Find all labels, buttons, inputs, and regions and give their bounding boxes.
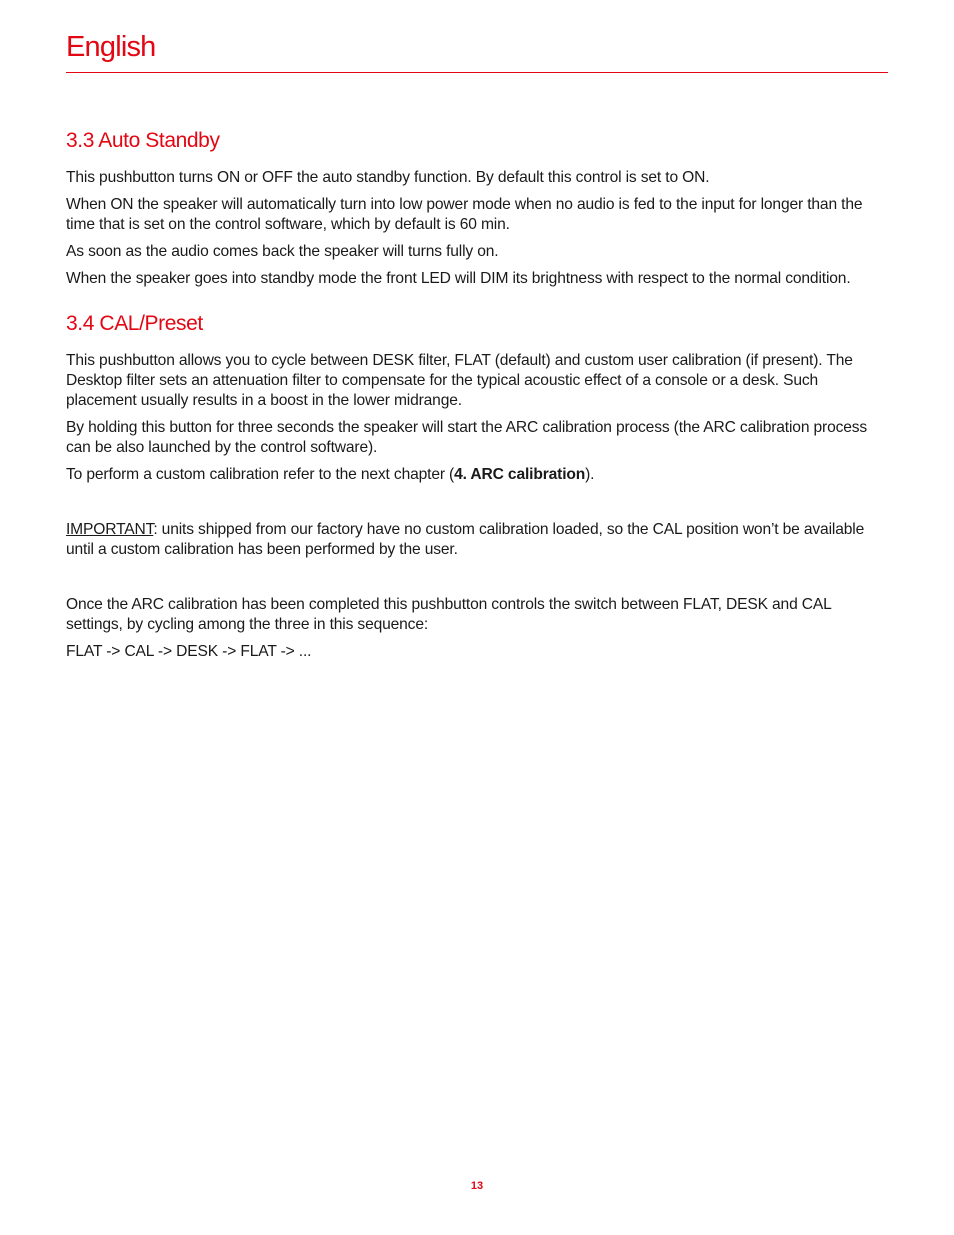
section-heading-auto-standby: 3.3 Auto Standby — [66, 129, 220, 152]
important-text: : units shipped from our factory have no custom calibration loaded, so the CAL position won’t be available until a custom calibration has been performed by the user. — [66, 521, 865, 558]
spacer — [66, 492, 888, 520]
paragraph: This pushbutton turns ON or OFF the auto standby function. By default this control is set to ON. — [66, 169, 710, 186]
paragraph-chapter-reference — [66, 465, 888, 485]
paragraph: This pushbutton allows you to cycle between DESK filter, FLAT (default) and custom user calibration (if present). The Desktop filter sets an attenuation filter to compensate for the typical acoustic effect of a console or a desk. Such placement usually results in a boost in the lower midrange. — [66, 352, 853, 409]
important-label: IMPORTANT — [66, 521, 154, 538]
paragraph: As soon as the audio comes back the speaker will turns fully on. — [66, 243, 499, 260]
important-note — [66, 520, 888, 560]
header-divider — [66, 72, 888, 73]
page-number: 13 — [470, 1180, 484, 1192]
text-span: ). — [585, 466, 595, 483]
document-body — [66, 128, 888, 669]
text-span: To perform a custom calibration refer to the next chapter ( — [66, 466, 455, 483]
paragraph: When ON the speaker will automatically turn into low power mode when no audio is fed to the input for longer than the time that is set on the control software, which by default is 60 min. — [66, 196, 863, 233]
page-title: English — [66, 31, 156, 63]
spacer — [66, 567, 888, 595]
paragraph: Once the ARC calibration has been completed this pushbutton controls the switch between FLAT, DESK and CAL settings, by cycling among the three in this sequence: — [66, 596, 832, 633]
chapter-reference: 4. ARC calibration — [454, 466, 586, 483]
paragraph: By holding this button for three seconds the speaker will start the ARC calibration process (the ARC calibration process can be also launched by the control software). — [66, 419, 868, 456]
sequence-line: FLAT -> CAL -> DESK -> FLAT -> ... — [66, 643, 312, 660]
paragraph: When the speaker goes into standby mode the front LED will DIM its brightness with respect to the normal condition. — [66, 270, 851, 287]
section-heading-cal-preset: 3.4 CAL/Preset — [66, 312, 203, 335]
